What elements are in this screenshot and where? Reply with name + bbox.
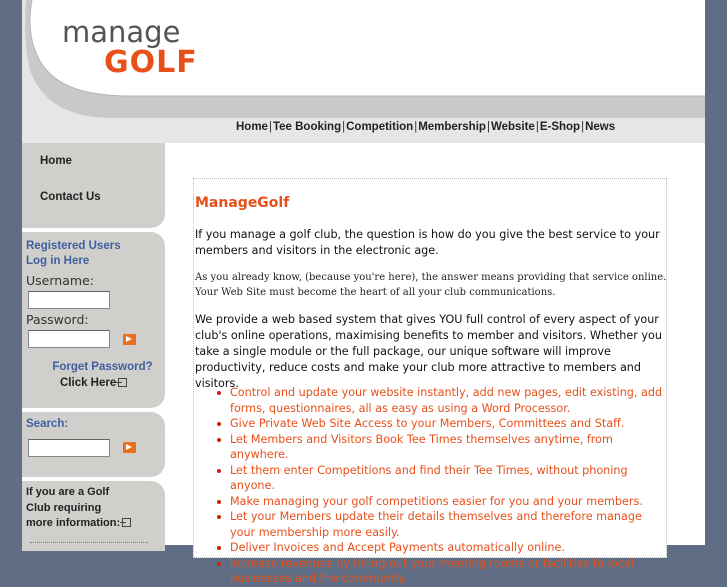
nav-separator: | — [486, 121, 490, 133]
password-input[interactable] — [28, 330, 110, 348]
divider — [30, 542, 148, 543]
info-line-link[interactable] — [26, 516, 131, 532]
sidebar — [22, 143, 165, 545]
nav-separator: | — [342, 121, 346, 133]
log-in-here-label: Log in Here — [26, 255, 90, 267]
username-input[interactable] — [28, 291, 110, 309]
list-item: Let your Members update their details themselves and therefore manage your membership more easily. — [230, 509, 670, 540]
online-paragraph: As you already know, (because you're here), the answer means providing that service online. Your Web Site must become the heart of all your club communications. — [195, 272, 667, 298]
search-label: Search: — [26, 418, 69, 430]
info-link-label: more information: — [26, 517, 121, 529]
list-item: Deliver Invoices and Accept Payments automatically online. — [230, 540, 670, 556]
registered-users-label: Registered Users — [26, 240, 121, 252]
list-item: Increase revenues by hiring out your meeting rooms or facilities to local businesses and the community. — [230, 556, 670, 587]
info-line: Club requiring — [26, 501, 102, 514]
intro-paragraph: If you manage a golf club, the question is how do you give the best service to your members and visitors in the electronic age. — [195, 228, 660, 257]
feature-list — [230, 385, 670, 587]
list-item: Let Members and Visitors Book Tee Times themselves anytime, from anywhere. — [230, 432, 670, 463]
logo[interactable] — [62, 16, 198, 78]
system-paragraph: We provide a web based system that gives YOU full control of every aspect of your club's online operations, maximising benefits to member and visitors. Whether you take a single module or the full package, our unique software will improve productivity, reduce costs and make your club more attractive to members and visitors. — [195, 313, 662, 390]
info-box — [22, 481, 165, 551]
nav-separator: | — [414, 121, 418, 133]
nav-link-website[interactable]: Website — [490, 121, 535, 133]
info-text[interactable] — [26, 485, 131, 532]
list-item: Let them enter Competitions and find their Tee Times, without phoning anyone. — [230, 463, 670, 494]
search-input[interactable] — [28, 439, 110, 457]
nav-separator: | — [581, 121, 585, 133]
password-label: Password: — [26, 312, 89, 327]
nav-link-home[interactable]: Home — [236, 121, 268, 133]
login-heading — [26, 239, 121, 269]
sidebar-item-home[interactable]: Home — [40, 155, 72, 167]
main-content — [193, 178, 667, 585]
login-box — [22, 232, 165, 408]
search-box — [22, 412, 165, 477]
nav-separator: | — [268, 121, 272, 133]
logo-golf-text: GOLF — [104, 45, 198, 80]
nav-link-competition[interactable]: Competition — [346, 121, 414, 133]
click-here-label: Click Here — [60, 377, 117, 389]
click-here-link[interactable] — [60, 377, 127, 389]
sidebar-item-contact-us[interactable]: Contact Us — [40, 191, 101, 203]
top-nav — [236, 121, 615, 133]
nav-link-tee-booking[interactable]: Tee Booking — [272, 121, 342, 133]
logo-manage-text: manage — [62, 15, 181, 49]
external-link-icon — [122, 518, 131, 527]
login-arrow-button[interactable] — [123, 334, 136, 345]
list-item: Make managing your golf competitions easier for you and your members. — [230, 494, 670, 510]
page-title: ManageGolf — [195, 195, 290, 211]
nav-link-membership[interactable]: Membership — [418, 121, 486, 133]
nav-link-eshop[interactable]: E-Shop — [539, 121, 581, 133]
header — [22, 0, 705, 143]
nav-link-news[interactable]: News — [585, 121, 616, 133]
username-label: Username: — [26, 273, 94, 288]
info-line: If you are a Golf — [26, 486, 110, 498]
sidebar-nav-box — [22, 143, 165, 228]
forget-password-link[interactable]: Forget Password? — [52, 361, 153, 373]
external-link-icon — [118, 378, 127, 387]
search-arrow-button[interactable] — [123, 442, 136, 453]
list-item: Control and update your website instantly, add new pages, edit existing, add forms, questionnaires, all as easy as using a Word Processor. — [230, 385, 670, 416]
page — [22, 0, 705, 585]
nav-separator: | — [535, 121, 539, 133]
list-item: Give Private Web Site Access to your Members, Committees and Staff. — [230, 416, 670, 432]
